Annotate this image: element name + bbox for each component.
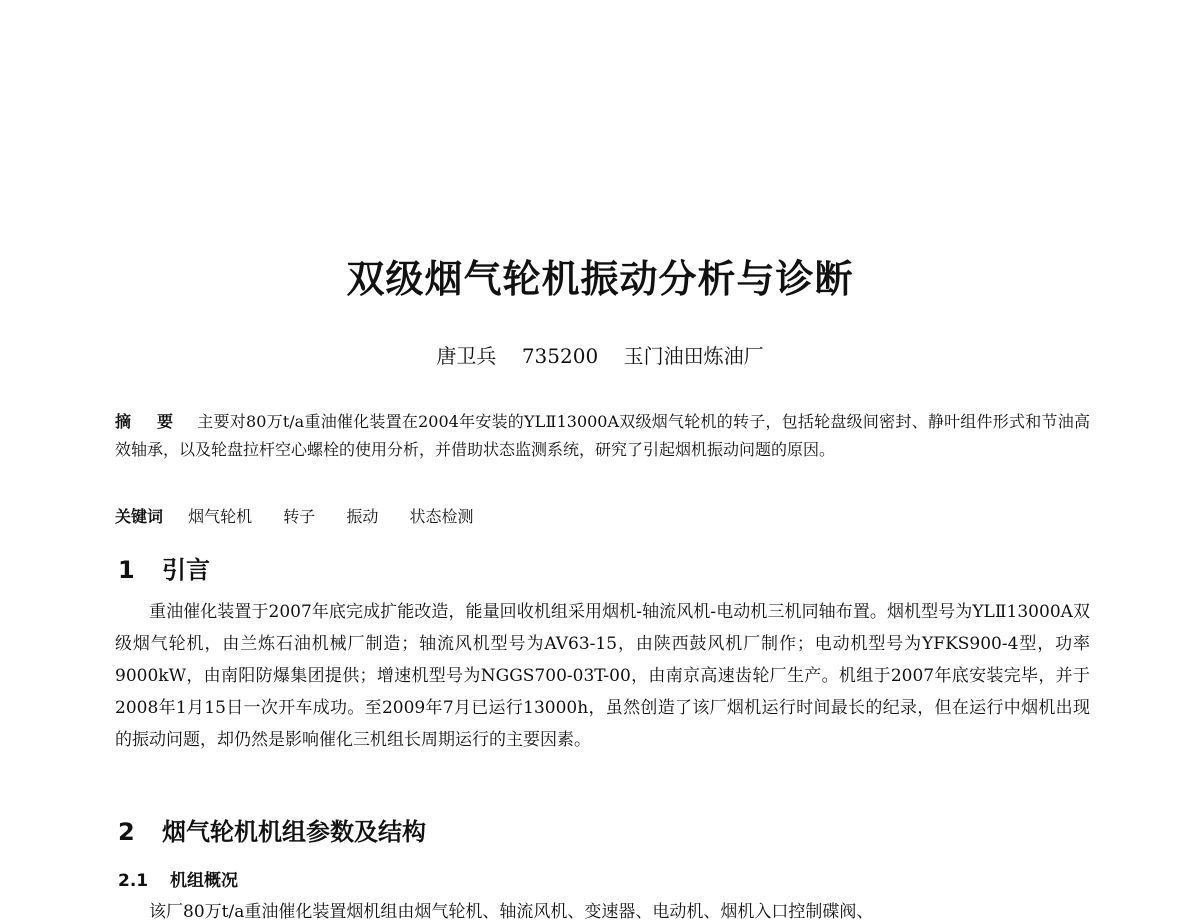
author-line: 唐卫兵 735200 玉门油田炼油厂 xyxy=(436,344,764,368)
subsection-2-1-paragraph: 该厂80万t/a重油催化装置烟机组由烟气轮机、轴流风机、变速器、电动机、烟机入口控制碟阀、 xyxy=(149,902,874,920)
paper-title: 双级烟气轮机振动分析与诊断 xyxy=(346,257,854,301)
abstract xyxy=(115,408,1090,464)
section-title: 烟气轮机机组参数及结构 xyxy=(162,818,426,846)
keywords-line xyxy=(115,504,499,527)
keyword: 振动 xyxy=(346,507,379,526)
keywords-label: 关键词 xyxy=(115,507,164,526)
subsection-2-1-heading xyxy=(118,866,238,891)
section-number: 1 xyxy=(118,556,135,584)
abstract-label: 摘 要 xyxy=(115,412,184,431)
section-number: 2 xyxy=(118,818,135,846)
section-1-paragraph: 重油催化装置于2007年底完成扩能改造，能量回收机组采用烟机-轴流风机-电动机三机同轴布置。烟机型号为YLⅡ13000A双级烟气轮机，由兰炼石油机械厂制造；轴流风机型号为AV63-15，由陕西鼓风机厂制作；电动机型号为YFKS900-4型，功率9000kW，由南阳防爆集团提供；增速机型号为NGGS700-03T-00，由南京高速齿轮厂生产。机组于2007年底安装完毕，并于2008年1月15日一次开车成功。至2009年7月已运行13000h，虽然创造了该厂烟机运行时间最长的纪录，但在运行中烟机出现的振动问题，却仍然是影响催化三机组长周期运行的主要因素。 xyxy=(115,602,1090,750)
subsection-title: 机组概况 xyxy=(170,871,238,891)
section-2-heading xyxy=(118,812,426,847)
keyword: 烟气轮机 xyxy=(188,507,253,526)
keyword: 转子 xyxy=(283,507,316,526)
keyword: 状态检测 xyxy=(409,507,474,526)
subsection-number: 2.1 xyxy=(118,871,149,891)
section-title: 引言 xyxy=(162,556,210,584)
section-1-heading xyxy=(118,550,210,585)
abstract-text: 主要对80万t/a重油催化装置在2004年安装的YLⅡ13000A双级烟气轮机的转子，包括轮盘级间密封、静叶组件形式和节油高效轴承，以及轮盘拉杆空心螺栓的使用分析，并借助状态监测系统，研究了引起烟机振动问题的原因。 xyxy=(115,412,1090,459)
